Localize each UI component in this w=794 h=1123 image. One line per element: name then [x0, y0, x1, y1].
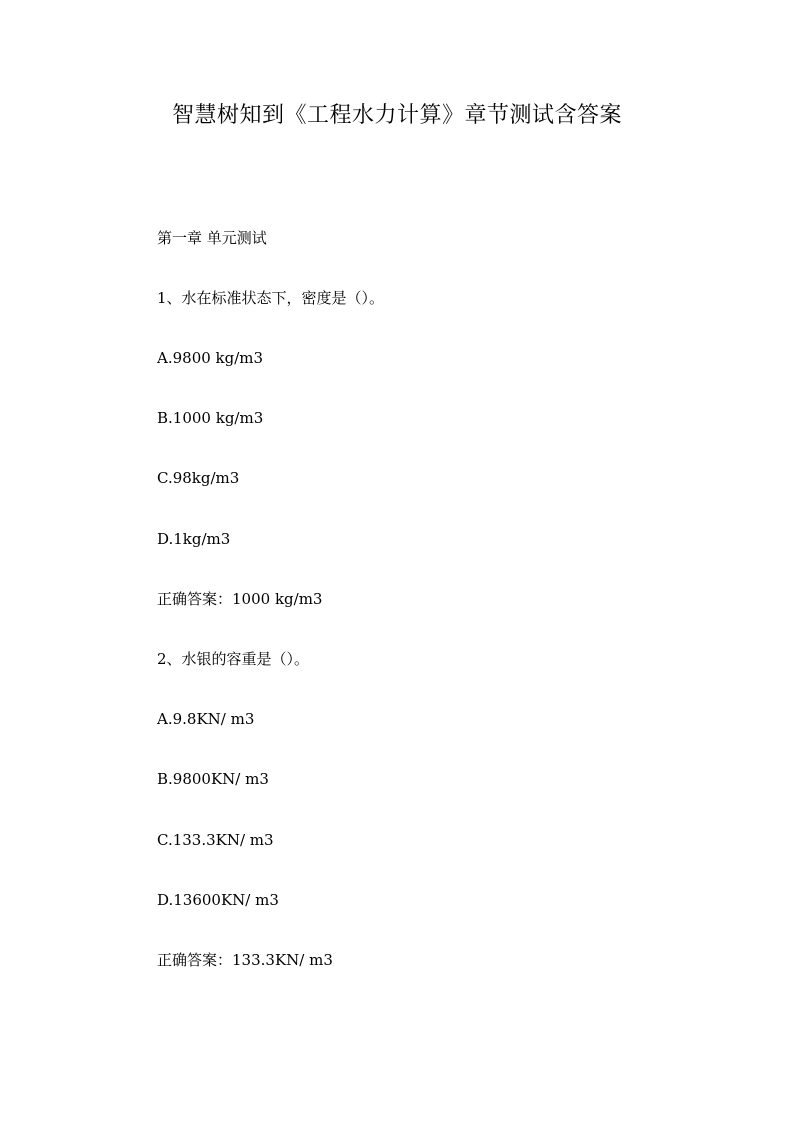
question-2-option-c: C.133.3KN/ m3 — [157, 831, 274, 849]
question-2-answer: 正确答案：133.3KN/ m3 — [157, 951, 333, 969]
document-title: 智慧树知到《工程水力计算》章节测试含答案 — [171, 103, 622, 128]
question-1-option-b: B.1000 kg/m3 — [157, 409, 264, 427]
question-1-option-c: C.98kg/m3 — [157, 469, 240, 487]
chapter-heading: 第一章 单元测试 — [157, 229, 267, 247]
question-2-stem: 2、水银的容重是（）。 — [157, 650, 310, 668]
question-1-answer: 正确答案：1000 kg/m3 — [157, 590, 323, 608]
question-2-option-d: D.13600KN/ m3 — [157, 891, 279, 909]
question-2-option-b: B.9800KN/ m3 — [157, 770, 269, 788]
question-1-option-a: A.9800 kg/m3 — [157, 349, 264, 367]
question-1-option-d: D.1kg/m3 — [157, 530, 231, 548]
question-1-stem: 1、水在标准状态下，密度是（）。 — [157, 289, 385, 307]
question-2-option-a: A.9.8KN/ m3 — [157, 710, 255, 728]
